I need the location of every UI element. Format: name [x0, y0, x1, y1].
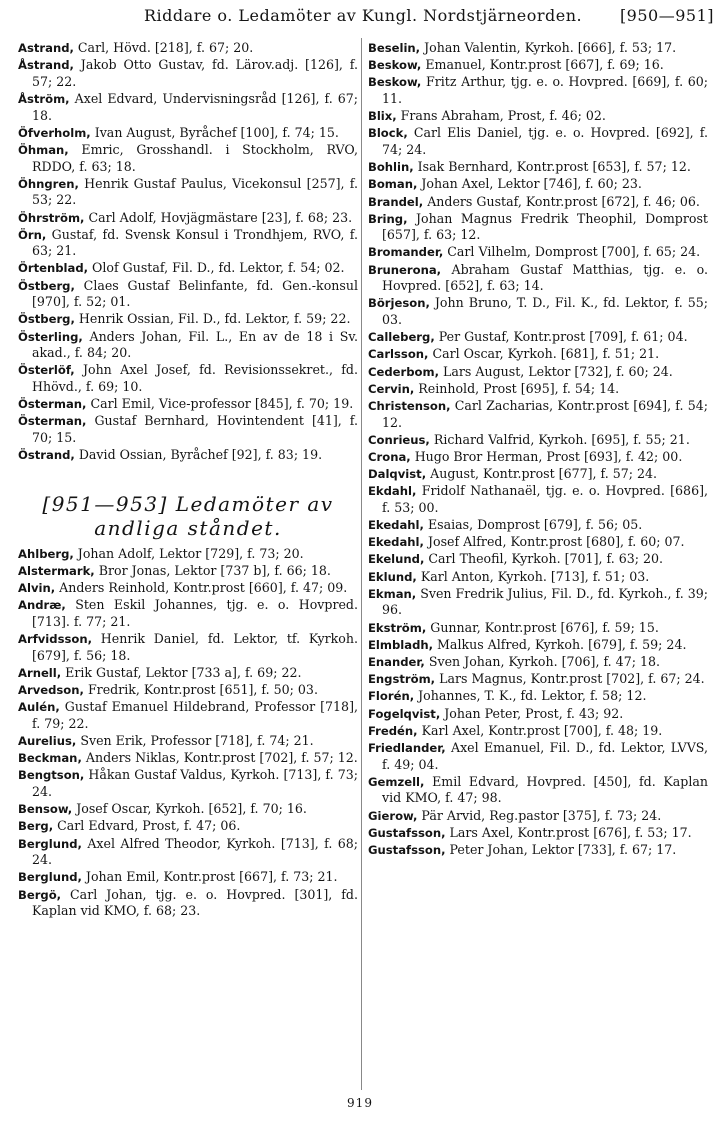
entry-text: Henrik Daniel, fd. Lektor, tf. Kyrkoh. [679], f. 56; 18.: [32, 631, 358, 663]
entry-text: Jakob Otto Gustav, fd. Lärov.adj. [126], f. 57; 22.: [32, 57, 358, 89]
list-item: [368, 244, 708, 261]
entry-name: Astrand,: [18, 41, 74, 55]
entry-name: Christenson,: [368, 398, 451, 413]
list-item: [18, 57, 358, 90]
list-item: [18, 818, 358, 835]
list-item: [368, 159, 708, 176]
list-item: [368, 842, 708, 859]
list-item: [18, 631, 358, 664]
entry-name: Bromander,: [368, 245, 444, 260]
entry-text: Gustaf Bernhard, Hovintendent [41], f. 70; 15.: [32, 413, 358, 445]
left-column: [18, 40, 358, 920]
list-item: [18, 260, 358, 277]
entry-name: Österlöf,: [18, 363, 75, 378]
entry-name: Berglund,: [18, 870, 82, 885]
list-item: [18, 413, 358, 446]
entry-text: Per Gustaf, Kontr.prost [709], f. 61; 04.: [434, 329, 688, 345]
list-item: [368, 211, 708, 244]
entry-text: Frans Abraham, Prost, f. 46; 02.: [396, 108, 606, 124]
entry-text: Lars Axel, Kontr.prost [676], f. 53; 17.: [445, 824, 692, 840]
entry-text: Carl Edvard, Prost, f. 47; 06.: [53, 818, 241, 834]
entry-name: Ekdahl,: [368, 484, 417, 499]
list-item: [368, 432, 708, 449]
entry-text: Håkan Gustaf Valdus, Kyrkoh. [713], f. 73; 24.: [32, 767, 358, 799]
entry-text: Peter Johan, Lektor [733], f. 67; 17.: [445, 841, 677, 857]
entry-text: Carl Vilhelm, Domprost [700], f. 65; 24.: [443, 244, 701, 260]
entry-name: Cederbom,: [368, 364, 440, 379]
entry-text: Carl Theofil, Kyrkoh. [701], f. 63; 20.: [424, 551, 664, 567]
entry-name: Örn,: [18, 227, 47, 242]
entry-name: Ekedahl,: [368, 535, 424, 550]
list-item: [368, 329, 708, 346]
entry-name: Ahlberg,: [18, 546, 74, 561]
entry-text: Henrik Gustaf Paulus, Vicekonsul [257], f. 53; 22.: [32, 175, 358, 208]
column-divider: [361, 38, 362, 1090]
entry-name: Blix,: [368, 109, 397, 124]
section-heading: [18, 492, 358, 540]
entry-text: Erik Gustaf, Lektor [733 a], f. 69; 22.: [61, 664, 302, 680]
entry-name: Ekedahl,: [368, 518, 424, 533]
list-item: [18, 40, 358, 57]
list-item: [368, 808, 708, 825]
entry-name: Bergö,: [18, 887, 62, 902]
entry-name: Öfverholm,: [18, 125, 91, 140]
entry-text: Ivan August, Byråchef [100], f. 74; 15.: [90, 124, 339, 140]
list-item: [368, 706, 708, 723]
entry-text: Lars Magnus, Kontr.prost [702], f. 67; 24.: [435, 671, 705, 687]
list-item: [18, 546, 358, 563]
entry-text: Abraham Gustaf Matthias, tjg. e. o. Hovpred. [652], f. 63; 14.: [382, 261, 708, 294]
entry-name: Conrieus,: [368, 432, 430, 447]
list-item: [18, 125, 358, 142]
list-item: [18, 665, 358, 682]
entry-text: Reinhold, Prost [695], f. 54; 14.: [414, 380, 620, 396]
list-item: [18, 836, 358, 869]
entry-name: Arvedson,: [18, 683, 84, 698]
list-item: [18, 447, 358, 464]
entry-text: Claes Gustaf Belinfante, fd. Gen.-konsul [970], f. 52; 01.: [32, 277, 358, 310]
list-item: [18, 887, 358, 920]
list-item: [18, 176, 358, 209]
entry-name: Berg,: [18, 819, 54, 834]
entry-name: Ekström,: [368, 620, 427, 635]
entry-name: Fogelqvist,: [368, 706, 441, 721]
list-item: [368, 295, 708, 328]
list-item: [18, 227, 358, 260]
entry-name: Crona,: [368, 449, 411, 464]
entry-text: Sven Johan, Kyrkoh. [706], f. 47; 18.: [424, 654, 660, 669]
entry-text: Gustaf, fd. Svensk Konsul i Trondhjem, RVO, f. 63; 21.: [32, 226, 358, 259]
entry-name: Eklund,: [368, 569, 417, 584]
entry-text: Richard Valfrid, Kyrkoh. [695], f. 55; 21.: [429, 431, 690, 447]
entry-name: Beselin,: [368, 41, 421, 55]
list-item: [18, 563, 358, 580]
entry-text: Johannes, T. K., fd. Lektor, f. 58; 12.: [414, 688, 647, 704]
entry-text: Emanuel, Kontr.prost [667], f. 69; 16.: [421, 57, 664, 73]
entry-text: Emil Edvard, Hovpred. [450], fd. Kaplan vid KMO, f. 47; 98.: [382, 773, 708, 806]
list-item: [18, 91, 358, 124]
entry-name: Beskow,: [368, 75, 422, 90]
entry-name: Österman,: [18, 397, 87, 412]
entry-name: Calleberg,: [368, 330, 435, 345]
entry-text: Anders Johan, Fil. L., En av de 18 i Sv. akad., f. 84; 20.: [32, 328, 358, 361]
list-item: [18, 801, 358, 818]
entry-text: Carl Zacharias, Kontr.prost [694], f. 54; 12.: [382, 397, 708, 430]
entry-name: Gustafsson,: [368, 825, 446, 840]
list-item: [18, 750, 358, 767]
entry-name: Aulén,: [18, 700, 60, 715]
list-item: [368, 108, 708, 125]
entry-text: Carl Oscar, Kyrkoh. [681], f. 51; 21.: [428, 346, 660, 362]
list-item: [368, 774, 708, 807]
entry-name: Friedlander,: [368, 740, 446, 755]
entry-name: Fredén,: [368, 723, 418, 738]
list-item: [368, 262, 708, 295]
entry-name: Bohlin,: [368, 160, 414, 175]
entry-text: Josef Oscar, Kyrkoh. [652], f. 70; 16.: [72, 801, 307, 817]
entry-name: Åström,: [18, 91, 70, 106]
entry-name: Östrand,: [18, 448, 75, 463]
list-item: [368, 346, 708, 363]
entry-name: Ekman,: [368, 586, 417, 601]
entry-name: Boman,: [368, 177, 418, 192]
entry-name: Östberg,: [18, 312, 75, 327]
entry-text: Axel Alfred Theodor, Kyrkoh. [713], f. 68; 24.: [32, 835, 358, 868]
list-item: [368, 483, 708, 516]
list-item: [18, 580, 358, 597]
entry-text: Olof Gustaf, Fil. D., fd. Lektor, f. 54; 02.: [88, 260, 345, 276]
list-item: [368, 654, 708, 671]
entry-text: Bror Jonas, Lektor [737 b], f. 66; 18.: [94, 562, 331, 578]
entry-name: Ekelund,: [368, 552, 425, 567]
entry-name: Alvin,: [18, 581, 56, 596]
entry-text: Sven Erik, Professor [718], f. 74; 21.: [76, 733, 314, 749]
entry-text: Johan Emil, Kontr.prost [667], f. 73; 21.: [81, 869, 338, 885]
entry-name: Enander,: [368, 655, 425, 669]
entry-text: Emric, Grosshandl. i Stockholm, RVO, RDDO, f. 63; 18.: [32, 141, 358, 174]
entry-name: Florén,: [368, 689, 415, 704]
entry-name: Engström,: [368, 672, 436, 687]
left-entries-top: [18, 40, 358, 464]
entry-text: Anders Gustaf, Kontr.prost [672], f. 46; 06.: [423, 193, 700, 209]
list-item: [368, 449, 708, 466]
entry-text: Carl, Hövd. [218], f. 67; 20.: [73, 40, 254, 55]
list-item: [18, 699, 358, 732]
entry-text: Karl Anton, Kyrkoh. [713], f. 51; 03.: [416, 568, 650, 584]
list-item: [18, 597, 358, 630]
entry-text: Johan Magnus Fredrik Theophil, Domprost [657], f. 63; 12.: [382, 210, 708, 243]
entry-name: Östberg,: [18, 278, 75, 293]
entry-name: Örtenblad,: [18, 261, 89, 276]
entry-text: Anders Reinhold, Kontr.prost [660], f. 47; 09.: [55, 580, 348, 596]
list-item: [368, 671, 708, 688]
entry-text: Gunnar, Kontr.prost [676], f. 59; 15.: [426, 619, 659, 635]
list-item: [368, 194, 708, 211]
list-item: [368, 381, 708, 398]
entry-text: Johan Valentin, Kyrkoh. [666], f. 53; 17.: [420, 40, 677, 55]
entry-text: Sven Fredrik Julius, Fil. D., fd. Kyrkoh., f. 39; 96.: [382, 585, 709, 618]
section-title: [951—953] Ledamöter av andliga ståndet.: [42, 491, 334, 540]
entry-text: Fridolf Nathanaël, tjg. e. o. Hovpred. [686], f. 53; 00.: [382, 483, 708, 515]
entry-name: Gierow,: [368, 808, 418, 823]
entry-name: Carlsson,: [368, 347, 429, 362]
entry-name: Andræ,: [18, 598, 66, 613]
list-item: [18, 362, 358, 395]
list-item: [368, 40, 708, 57]
list-item: [368, 364, 708, 381]
list-item: [18, 682, 358, 699]
list-item: [18, 733, 358, 750]
entry-name: Bensow,: [18, 802, 73, 817]
list-item: [18, 311, 358, 328]
entry-text: Anders Niklas, Kontr.prost [702], f. 57; 12.: [81, 750, 358, 766]
running-header: [0, 4, 720, 32]
entry-name: Bring,: [368, 211, 408, 226]
entry-name: Berglund,: [18, 836, 82, 851]
entry-text: Josef Alfred, Kontr.prost [680], f. 60; 07.: [423, 534, 685, 550]
list-item: [368, 57, 708, 74]
list-item: [368, 620, 708, 637]
list-item: [18, 869, 358, 886]
entry-text: David Ossian, Byråchef [92], f. 83; 19.: [74, 447, 323, 463]
entry-name: Cervin,: [368, 381, 415, 396]
entry-name: Bengtson,: [18, 768, 85, 783]
list-item: [368, 586, 708, 619]
entry-name: Österling,: [18, 329, 83, 344]
entry-text: August, Kontr.prost [677], f. 57; 24.: [426, 466, 658, 482]
left-entries-bottom: [18, 546, 358, 920]
entry-text: Hugo Bror Herman, Prost [693], f. 42; 00.: [410, 448, 683, 464]
entry-text: Carl Johan, tjg. e. o. Hovpred. [301], fd. Kaplan vid KMO, f. 68; 23.: [32, 886, 358, 919]
list-item: [368, 398, 708, 431]
list-item: [368, 688, 708, 705]
list-item: [368, 517, 708, 534]
entry-text: Karl Axel, Kontr.prost [700], f. 48; 19.: [417, 722, 663, 738]
header-page-range: [950—951]: [619, 6, 714, 25]
entry-text: Pär Arvid, Reg.pastor [375], f. 73; 24.: [417, 807, 662, 823]
list-item: [18, 329, 358, 362]
list-item: [368, 466, 708, 483]
entry-text: Henrik Ossian, Fil. D., fd. Lektor, f. 59; 22.: [74, 311, 351, 327]
entry-name: Elmbladh,: [368, 637, 434, 652]
list-item: [18, 142, 358, 175]
list-item: [18, 210, 358, 227]
entry-name: Öhngren,: [18, 176, 79, 191]
entry-text: John Bruno, T. D., Fil. K., fd. Lektor, f. 55; 03.: [382, 295, 708, 328]
list-item: [368, 125, 708, 158]
right-entries: [368, 40, 708, 858]
entry-name: Block,: [368, 126, 408, 141]
entry-text: Isak Bernhard, Kontr.prost [653], f. 57; 12.: [413, 159, 691, 175]
entry-text: Carl Adolf, Hovjägmästare [23], f. 68; 23.: [84, 209, 353, 225]
entry-name: Gemzell,: [368, 774, 425, 789]
entry-text: Malkus Alfred, Kyrkoh. [679], f. 59; 24.: [433, 636, 687, 652]
entry-text: Gustaf Emanuel Hildebrand, Professor [718], f. 79; 22.: [32, 699, 358, 731]
entry-text: Sten Eskil Johannes, tjg. e. o. Hovpred. [713]. f. 77; 21.: [32, 597, 358, 629]
entry-name: Åstrand,: [18, 58, 74, 73]
right-column: [368, 40, 708, 859]
entry-text: Esaias, Domprost [679], f. 56; 05.: [423, 517, 643, 533]
entry-name: Arfvidsson,: [18, 632, 92, 647]
list-item: [18, 278, 358, 311]
entry-name: Börjeson,: [368, 296, 430, 311]
entry-name: Arnell,: [18, 665, 62, 680]
entry-name: Gustafsson,: [368, 842, 446, 857]
entry-text: John Axel Josef, fd. Revisionssekret., fd. Hhövd., f. 69; 10.: [32, 362, 358, 394]
entry-text: Axel Emanuel, Fil. D., fd. Lektor, LVVS, f. 49; 04.: [382, 739, 708, 772]
entry-text: Fredrik, Kontr.prost [651], f. 50; 03.: [83, 682, 318, 698]
entry-text: Lars August, Lektor [732], f. 60; 24.: [439, 363, 673, 379]
entry-name: Beskow,: [368, 58, 422, 73]
entry-text: Johan Adolf, Lektor [729], f. 73; 20.: [73, 545, 304, 561]
entry-name: Österman,: [18, 414, 87, 429]
entry-name: Aurelius,: [18, 734, 77, 749]
list-item: [368, 723, 708, 740]
list-item: [368, 74, 708, 107]
entry-text: Carl Emil, Vice-professor [845], f. 70; 19.: [86, 396, 354, 412]
entry-name: Dalqvist,: [368, 467, 427, 482]
header-title: Riddare o. Ledamöter av Kungl. Nordstjärneorden.: [144, 6, 583, 25]
entry-text: Axel Edvard, Undervisningsråd [126], f. 67; 18.: [32, 90, 358, 123]
entry-name: Alstermark,: [18, 563, 95, 578]
page-number: 919: [347, 1096, 373, 1110]
entry-text: Carl Elis Daniel, tjg. e. o. Hovpred. [692], f. 74; 24.: [382, 125, 708, 157]
list-item: [18, 767, 358, 800]
entry-name: Brunerona,: [368, 262, 442, 277]
entry-name: Brandel,: [368, 194, 424, 209]
entry-name: Öhrström,: [18, 210, 85, 225]
entry-text: Johan Axel, Lektor [746], f. 60; 23.: [417, 176, 642, 192]
list-item: [368, 740, 708, 773]
list-item: [368, 825, 708, 842]
list-item: [368, 176, 708, 193]
list-item: [368, 637, 708, 654]
entry-name: Beckman,: [18, 751, 82, 766]
entry-text: Johan Peter, Prost, f. 43; 92.: [440, 705, 624, 721]
entry-name: Öhman,: [18, 142, 69, 157]
list-item: [368, 534, 708, 551]
entry-text: Fritz Arthur, tjg. e. o. Hovpred. [669], f. 60; 11.: [382, 74, 708, 106]
list-item: [368, 551, 708, 568]
list-item: [18, 396, 358, 413]
list-item: [368, 569, 708, 586]
